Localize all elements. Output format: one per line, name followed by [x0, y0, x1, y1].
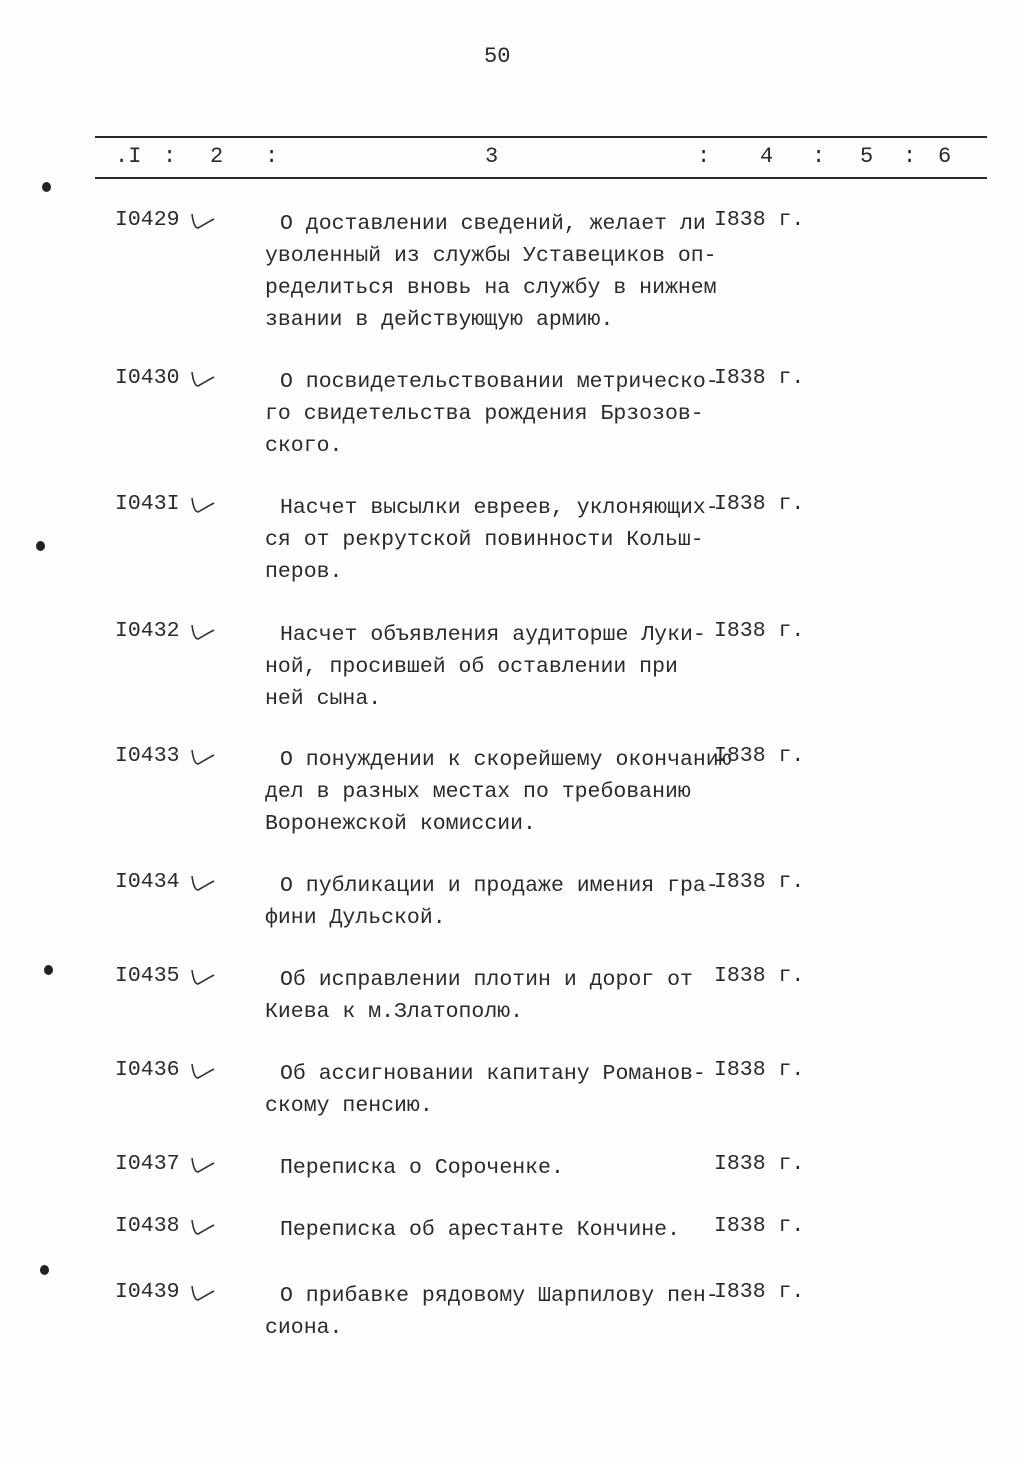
entry-number: I0436 — [115, 1058, 180, 1082]
description-line: О публикации и продаже имения гра- — [280, 874, 719, 898]
entry-number: I0435 — [115, 964, 180, 988]
entry-description — [265, 1152, 564, 1184]
entry-description — [265, 1058, 706, 1122]
entry-year: I838 г. — [714, 870, 805, 894]
entry-description — [265, 744, 732, 840]
entry-description — [265, 1214, 680, 1246]
check-mark-icon — [186, 210, 220, 232]
description-line: Воронежской комиссии. — [265, 812, 536, 836]
entry-year: I838 г. — [714, 208, 805, 232]
description-line: уволенный из службы Уставециков оп- — [265, 244, 717, 268]
entry-number: I0437 — [115, 1152, 180, 1176]
header-column-label: 2 — [210, 144, 224, 169]
description-line: Переписка об арестанте Кончине. — [280, 1218, 680, 1242]
entry-year: I838 г. — [714, 492, 805, 516]
table-header-top-rule — [95, 136, 987, 138]
entry-number: I0429 — [115, 208, 180, 232]
check-mark-icon — [186, 1282, 220, 1304]
entry-year: I838 г. — [714, 1058, 805, 1082]
description-line: ского. — [265, 434, 343, 458]
check-mark-icon — [186, 1060, 220, 1082]
entry-year: I838 г. — [714, 1152, 805, 1176]
punch-hole-mark — [44, 965, 53, 975]
description-line: ределиться вновь на службу в нижнем — [265, 276, 717, 300]
description-line: ней сына. — [265, 687, 382, 711]
entry-year: I838 г. — [714, 744, 805, 768]
entry-year: I838 г. — [714, 1280, 805, 1304]
entry-year: I838 г. — [714, 1214, 805, 1238]
entry-number: I0430 — [115, 366, 180, 390]
entry-description — [265, 619, 706, 715]
entry-description — [265, 366, 719, 462]
description-line: Об ассигновании капитану Романов- — [280, 1062, 706, 1086]
description-line: О посвидетельствовании метрическо- — [280, 370, 719, 394]
header-column-label: 4 — [760, 144, 774, 169]
entry-description — [265, 870, 719, 934]
check-mark-icon — [186, 621, 220, 643]
entry-number: I0432 — [115, 619, 180, 643]
entry-number: I0433 — [115, 744, 180, 768]
punch-hole-mark — [40, 1265, 49, 1275]
check-mark-icon — [186, 872, 220, 894]
description-line: перов. — [265, 560, 343, 584]
header-separator: : — [163, 144, 177, 169]
entry-number: I043I — [115, 492, 180, 516]
header-column-label: 6 — [938, 144, 952, 169]
entry-year: I838 г. — [714, 619, 805, 643]
entry-year: I838 г. — [714, 366, 805, 390]
entry-year: I838 г. — [714, 964, 805, 988]
description-line: Киева к м.Златополю. — [265, 1000, 524, 1024]
description-line: го свидетельства рождения Брзозов- — [265, 402, 704, 426]
description-line: Переписка о Сороченке. — [280, 1156, 564, 1180]
check-mark-icon — [186, 368, 220, 390]
punch-hole-mark — [36, 541, 45, 551]
table-header-bottom-rule — [95, 177, 987, 179]
header-column-label: .I — [115, 144, 142, 169]
description-line: ной, просившей об оставлении при — [265, 655, 678, 679]
entry-number: I0438 — [115, 1214, 180, 1238]
header-column-label: 3 — [485, 144, 499, 169]
check-mark-icon — [186, 494, 220, 516]
page-number: 50 — [484, 44, 511, 69]
description-line: фини Дульской. — [265, 906, 446, 930]
check-mark-icon — [186, 746, 220, 768]
description-line: О прибавке рядовому Шарпилову пен- — [280, 1284, 719, 1308]
check-mark-icon — [186, 966, 220, 988]
description-line: Об исправлении плотин и дорог от — [280, 968, 693, 992]
check-mark-icon — [186, 1216, 220, 1238]
description-line: звании в действующую армию. — [265, 308, 614, 332]
entry-number: I0434 — [115, 870, 180, 894]
entry-number: I0439 — [115, 1280, 180, 1304]
description-line: Насчет объявления аудиторше Луки- — [280, 623, 706, 647]
entry-description — [265, 1280, 719, 1344]
header-separator: : — [903, 144, 917, 169]
description-line: сиона. — [265, 1316, 343, 1340]
header-column-label: 5 — [860, 144, 874, 169]
description-line: ся от рекрутской повинности Кольш- — [265, 528, 704, 552]
entry-description — [265, 492, 719, 588]
punch-hole-mark — [42, 182, 51, 192]
check-mark-icon — [186, 1154, 220, 1176]
entry-description — [265, 964, 693, 1028]
entry-description — [265, 208, 717, 336]
description-line: О доставлении сведений, желает ли — [280, 212, 706, 236]
header-separator: : — [812, 144, 826, 169]
description-line: скому пенсию. — [265, 1094, 433, 1118]
header-separator: : — [265, 144, 279, 169]
header-separator: : — [697, 144, 711, 169]
description-line: О понуждении к скорейшему окончанию — [280, 748, 732, 772]
description-line: Насчет высылки евреев, уклоняющих- — [280, 496, 719, 520]
description-line: дел в разных местах по требованию — [265, 780, 691, 804]
